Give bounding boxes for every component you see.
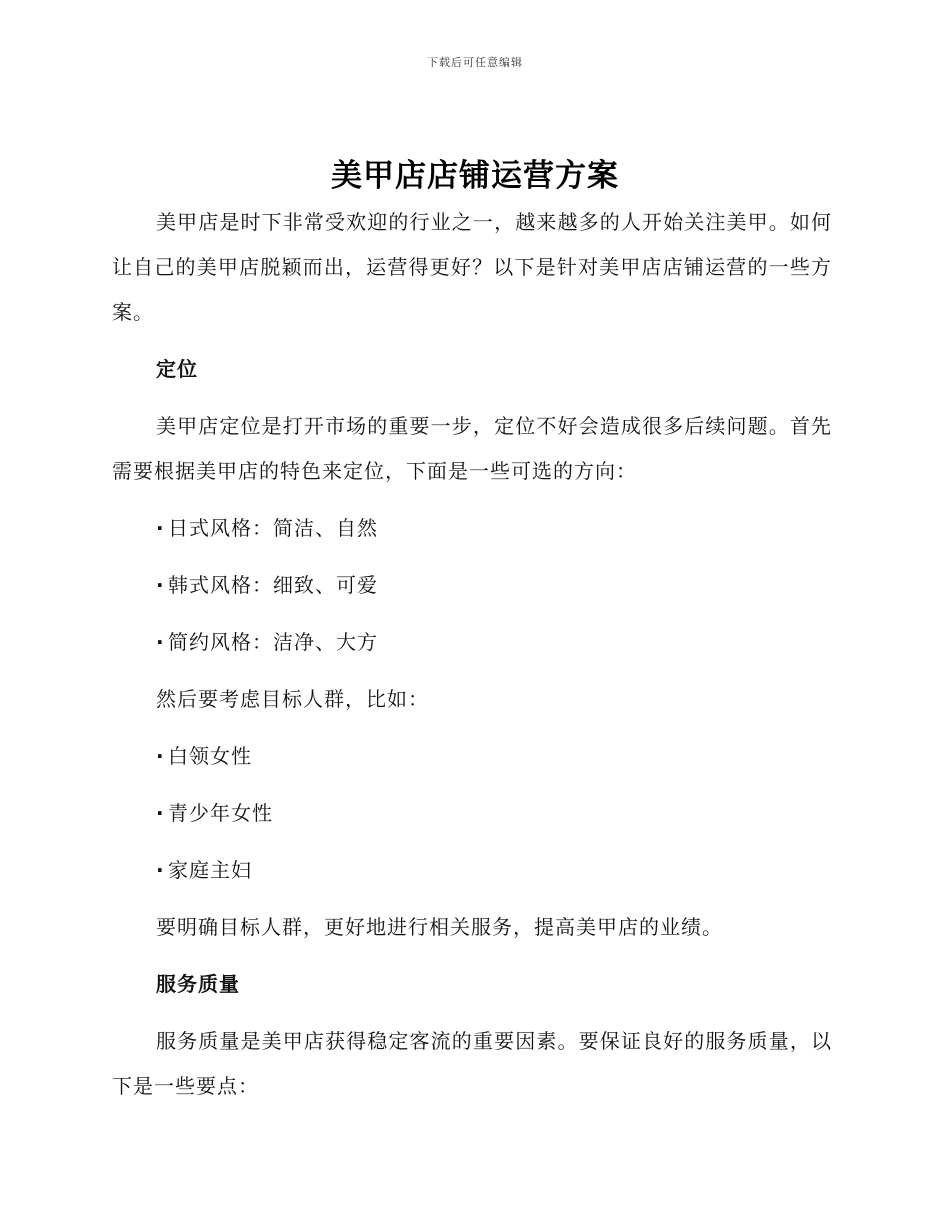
document-body	[112, 200, 832, 1121]
list-item-text: 韩式风格：细致、可爱	[168, 573, 378, 597]
service-paragraph: 服务质量是美甲店获得稳定客流的重要因素。要保证良好的服务质量，以下是一些要点：	[112, 1029, 832, 1098]
section-heading-service: 服务质量	[156, 972, 240, 996]
page-title: 美甲店店铺运营方案	[331, 158, 619, 194]
list-item-text: 家庭主妇	[168, 858, 252, 882]
section-heading-positioning: 定位	[156, 357, 198, 381]
list-item-text: 青少年女性	[168, 801, 273, 825]
target-conclusion-paragraph: 要明确目标人群，更好地进行相关服务，提高美甲店的业绩。	[156, 915, 723, 939]
bullet-icon: ·	[156, 573, 165, 597]
bullet-icon: ·	[156, 744, 165, 768]
list-item	[112, 506, 832, 551]
list-item	[112, 734, 832, 779]
list-item-text: 日式风格：简洁、自然	[168, 516, 378, 540]
list-item	[112, 848, 832, 893]
bullet-icon: ·	[156, 630, 165, 654]
list-item-text: 白领女性	[168, 744, 252, 768]
list-item	[112, 563, 832, 608]
target-intro-paragraph: 然后要考虑目标人群，比如：	[156, 687, 429, 711]
bullet-icon: ·	[156, 801, 165, 825]
intro-paragraph: 美甲店是时下非常受欢迎的行业之一，越来越多的人开始关注美甲。如何让自己的美甲店脱颖而出，运营得更好？以下是针对美甲店店铺运营的一些方案。	[112, 210, 832, 324]
list-item	[112, 791, 832, 836]
header-note: 下载后可任意编辑	[427, 56, 523, 69]
bullet-icon: ·	[156, 858, 165, 882]
bullet-icon: ·	[156, 516, 165, 540]
positioning-paragraph: 美甲店定位是打开市场的重要一步，定位不好会造成很多后续问题。首先需要根据美甲店的特色来定位，下面是一些可选的方向：	[112, 414, 832, 483]
list-item-text: 简约风格：洁净、大方	[168, 630, 378, 654]
list-item	[112, 620, 832, 665]
